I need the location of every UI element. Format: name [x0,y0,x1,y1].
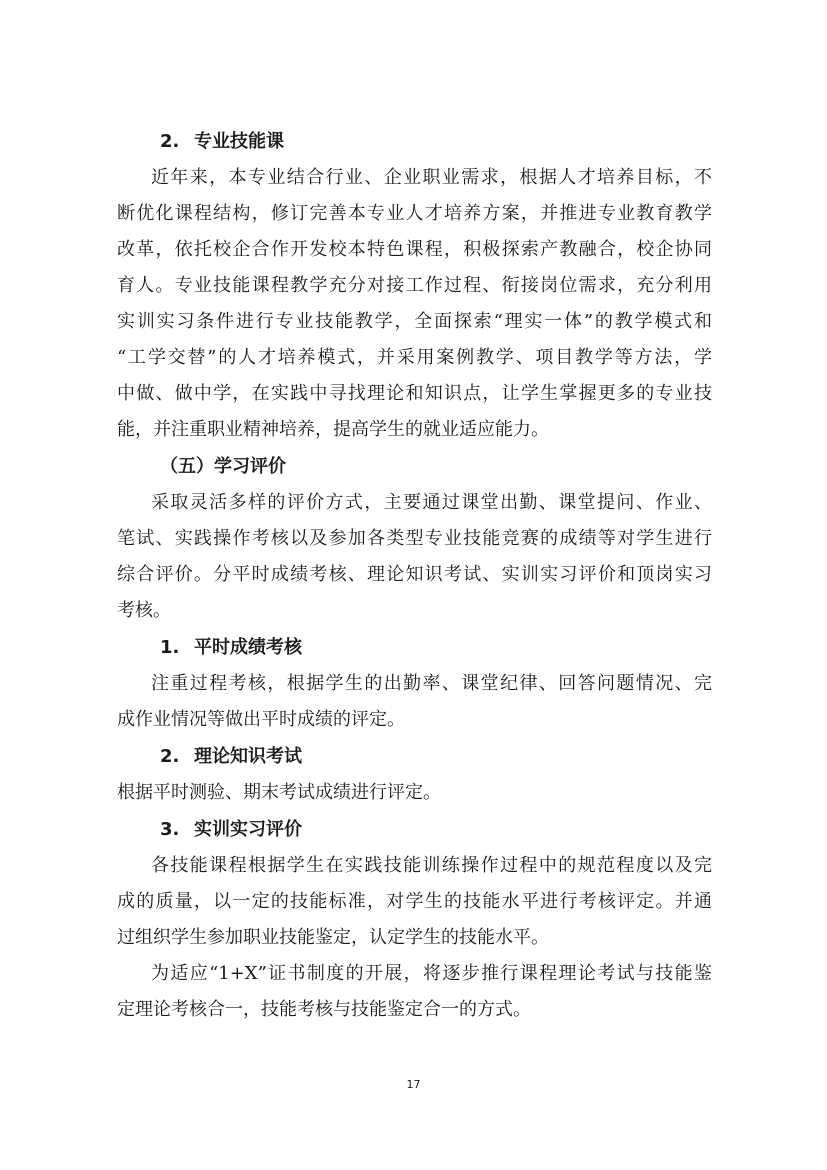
subheading-theory-exam [160,745,302,769]
subheading-regular-assessment [160,636,302,660]
paragraph-line: 近年来，本专业结合行业、企业职业需求，根据人才培养目标，不 [151,167,712,188]
heading-number: 2. [160,131,180,152]
heading-number: 1. [160,637,180,658]
heading-text: 理论知识考试 [194,746,302,767]
paragraph-line: 笔试、实践操作考核以及参加各类型专业技能竞赛的成绩等对学生进行 [117,528,712,549]
paragraph-line: 成作业情况等做出平时成绩的评定。 [117,709,405,730]
paragraph-line: 实训实习条件进行专业技能教学，全面探索“理实一体”的教学模式和 [117,311,712,332]
paragraph-line: 根据平时测验、期末考试成绩进行评定。 [117,782,441,803]
paragraph-line: 过组织学生参加职业技能鉴定，认定学生的技能水平。 [117,927,549,948]
heading-number: 2. [160,746,180,767]
subheading-practical-training-evaluation [160,818,302,842]
section-heading-professional-skills [160,130,284,154]
paragraph-line: 综合评价。分平时成绩考核、理论知识考试、实训实习评价和顶岗实习 [117,564,712,585]
paragraph-line: 育人。专业技能课程教学充分对接工作过程、衔接岗位需求，充分利用 [117,275,712,296]
heading-text: 平时成绩考核 [194,637,302,658]
heading-text: 专业技能课 [194,131,284,152]
paragraph-line: “工学交替”的人才培养模式，并采用案例教学、项目教学等方法，学 [117,347,712,368]
paragraph-line: 成的质量，以一定的技能标准，对学生的技能水平进行考核评定。并通 [117,891,712,912]
page-number: 17 [406,1078,421,1091]
paragraph-line: 改革，依托校企合作开发校本特色课程，积极探索产教融合，校企协同 [117,239,712,260]
section-heading-learning-evaluation: （五）学习评价 [160,456,286,477]
paragraph-line: 采取灵活多样的评价方式，主要通过课堂出勤、课堂提问、作业、 [151,492,712,513]
heading-number: 3. [160,819,180,840]
heading-text: 实训实习评价 [194,819,302,840]
paragraph-line: 定理论考核合一，技能考核与技能鉴定合一的方式。 [117,999,531,1020]
paragraph-line: 断优化课程结构，修订完善本专业人才培养方案，并推进专业教育教学 [117,203,712,224]
paragraph-line: 中做、做中学，在实践中寻找理论和知识点，让学生掌握更多的专业技 [117,383,712,404]
paragraph-line: 各技能课程根据学生在实践技能训练操作过程中的规范程度以及完 [151,855,712,876]
paragraph-line: 能，并注重职业精神培养，提高学生的就业适应能力。 [117,419,549,440]
paragraph-line: 考核。 [117,600,171,621]
paragraph-line: 注重过程考核，根据学生的出勤率、课堂纪律、回答问题情况、完 [151,673,712,694]
paragraph-line: 为适应“1+X”证书制度的开展，将逐步推行课程理论考试与技能鉴 [151,963,712,984]
